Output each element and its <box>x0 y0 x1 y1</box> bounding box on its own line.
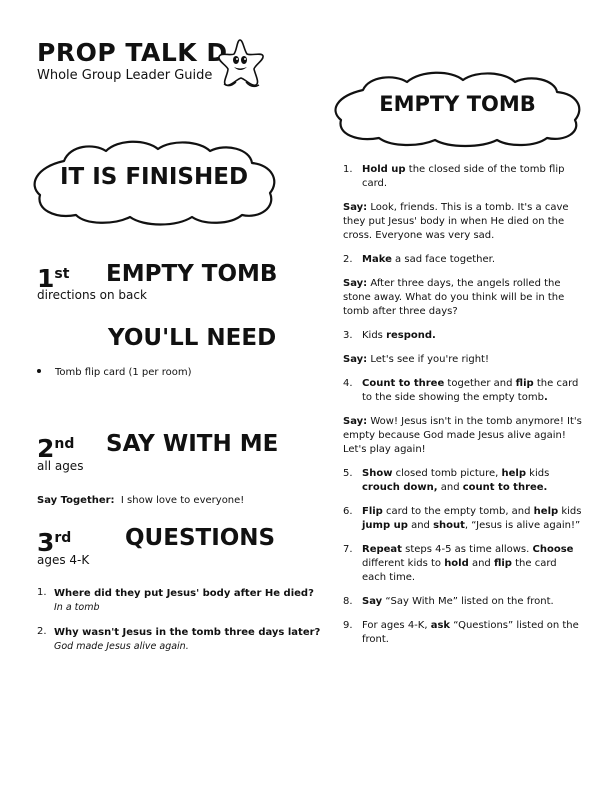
section-note: ages 4-K <box>37 553 90 567</box>
section-note: all ages <box>37 459 84 473</box>
step-item: 8. Say “Say With Me” listed on the front. <box>343 596 554 607</box>
question-text: Where did they put Jesus' body after He died? <box>54 588 314 599</box>
step-item: 3. Kids respond. <box>343 330 436 341</box>
title-cloud <box>24 135 284 227</box>
step-item: 5. Show closed tomb picture, help kids crouch down, and count to three. <box>343 468 550 493</box>
directions-list <box>343 163 583 657</box>
page-title: PROP TALK D <box>37 38 228 67</box>
say-paragraph: Say: Wow! Jesus isn't in the tomb anymore! It's empty because God made Jesus alive again! Let's play again! <box>343 416 582 455</box>
bullet-icon <box>37 369 41 373</box>
lesson-cloud <box>325 68 590 148</box>
section-title: SAY WITH ME <box>106 431 279 457</box>
needs-title: YOU'LL NEED <box>108 325 277 351</box>
question-answer: God made Jesus alive again. <box>54 641 189 652</box>
star-mascot-icon <box>216 36 268 94</box>
say-paragraph: Say: Look, friends. This is a tomb. It's a cave they put Jesus' body in when He died on the cross. Everyone was very sad. <box>343 202 569 241</box>
step-item: 2. Make a sad face together. <box>343 254 496 265</box>
say-paragraph: Say: Let's see if you're right! <box>343 354 489 365</box>
cloud-heading: EMPTY TOMB <box>379 92 536 116</box>
page-subtitle: Whole Group Leader Guide <box>37 68 213 83</box>
question-number: 1. <box>37 587 47 598</box>
step-item: 1. Hold up the closed side of the tomb flip card. <box>343 164 565 189</box>
step-item: 4. Count to three together and flip the card to the side showing the empty tomb. <box>343 378 579 403</box>
step-item: 9. For ages 4-K, ask “Questions” listed on the front. <box>343 620 579 645</box>
section-note: directions on back <box>37 288 147 302</box>
question-number: 2. <box>37 626 47 637</box>
say-together-line: Say Together: I show love to everyone! <box>37 495 245 506</box>
section-rank: 2nd <box>37 434 75 463</box>
question-answer: In a tomb <box>54 602 100 613</box>
question-text: Why wasn't Jesus in the tomb three days later? <box>54 627 321 638</box>
section-title: EMPTY TOMB <box>106 261 278 287</box>
section-rank: 3rd <box>37 528 72 557</box>
section-rank: 1st <box>37 264 70 293</box>
cloud-heading: IT IS FINISHED <box>59 164 249 190</box>
section-title: QUESTIONS <box>125 525 276 551</box>
needs-item: Tomb flip card (1 per room) <box>37 366 192 379</box>
say-paragraph: Say: After three days, the angels rolled the stone away. What do you think will be in the tomb after three days? <box>343 278 565 317</box>
step-item: 6. Flip card to the empty tomb, and help kids jump up and shout, “Jesus is alive again!” <box>343 506 582 531</box>
step-item: 7. Repeat steps 4-5 as time allows. Choose different kids to hold and flip the card each time. <box>343 544 574 583</box>
